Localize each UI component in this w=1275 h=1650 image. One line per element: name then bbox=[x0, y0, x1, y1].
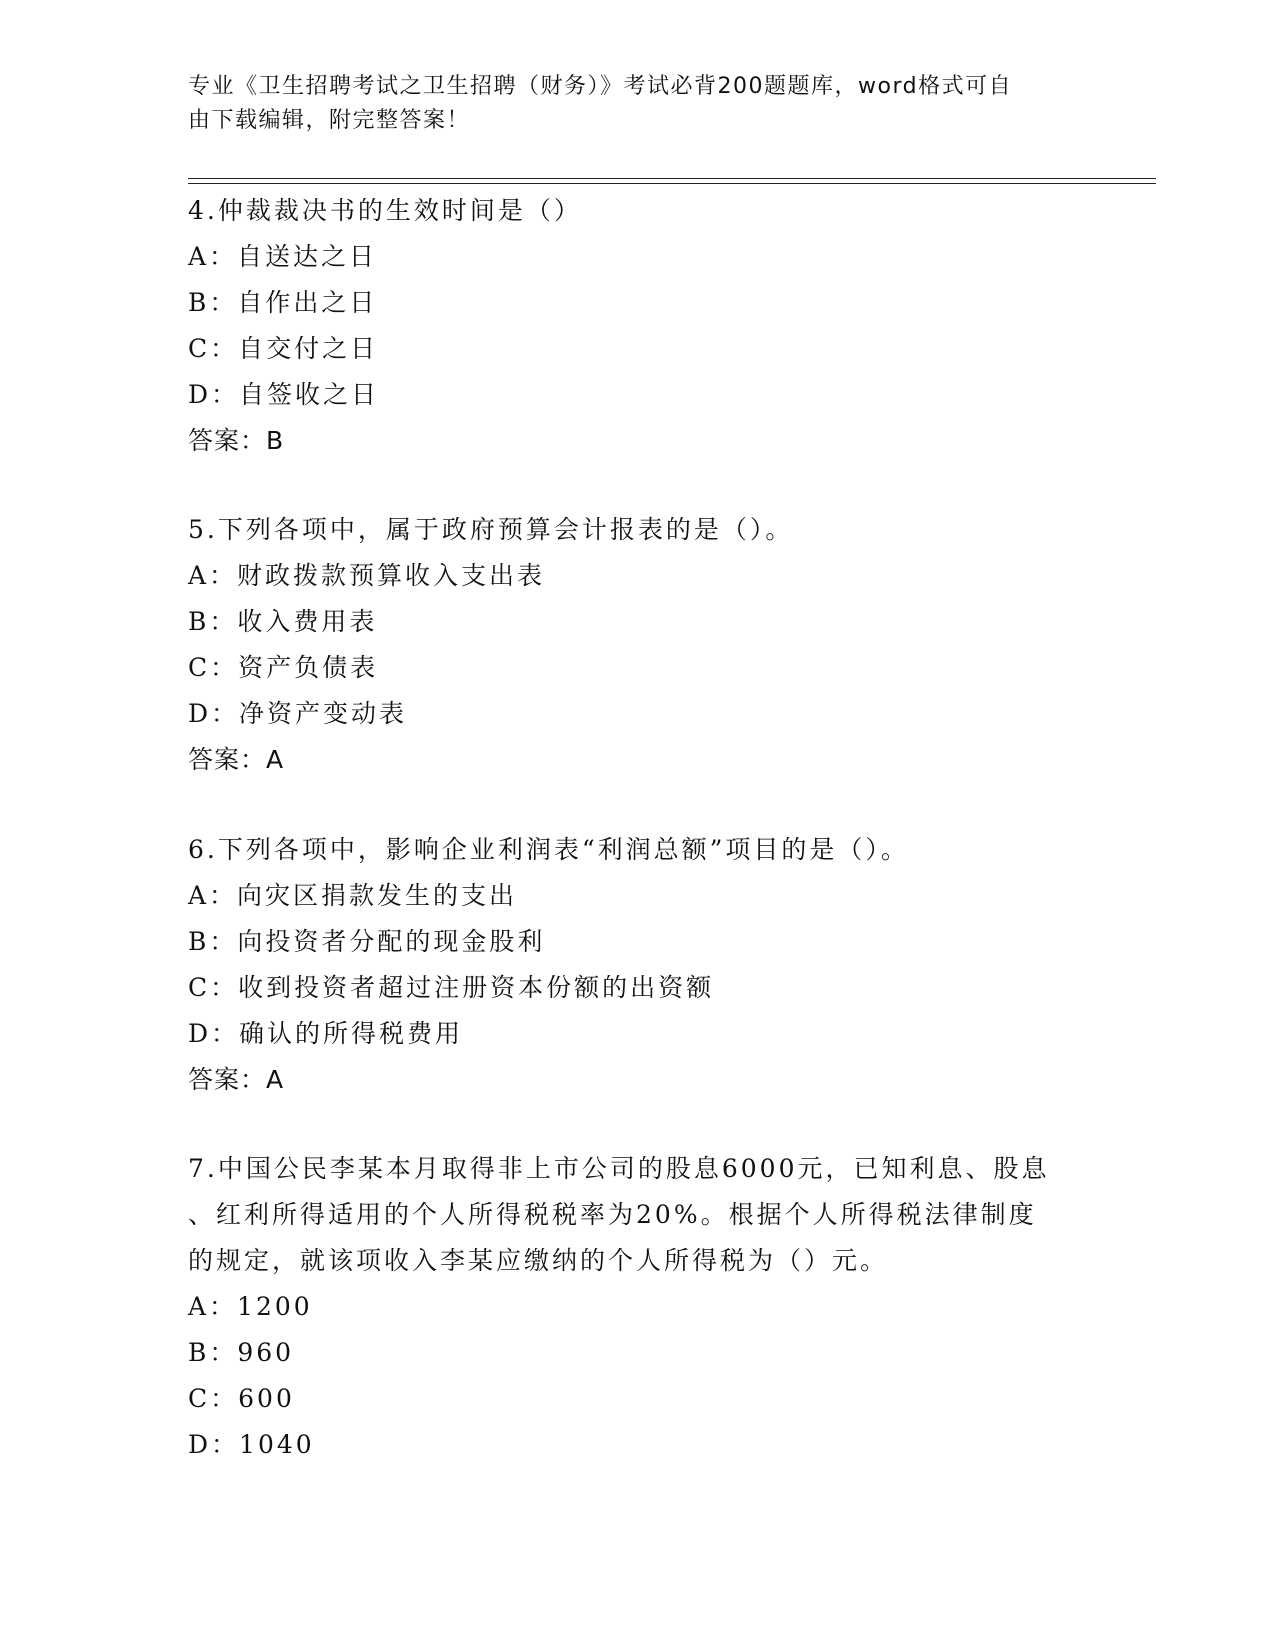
option-b: B：收入费用表 bbox=[188, 607, 378, 636]
question-5 bbox=[188, 507, 1088, 783]
option-c: C：资产负债表 bbox=[188, 653, 379, 682]
option-a: A：向灾区捐款发生的支出 bbox=[188, 881, 518, 910]
header-divider-bottom bbox=[188, 183, 1156, 184]
option-d: D：净资产变动表 bbox=[188, 699, 408, 728]
header-line-1: 专业《卫生招聘考试之卫生招聘（财务）》考试必背200题题库，word格式可自 bbox=[188, 74, 1013, 99]
option-a: A：1200 bbox=[188, 1292, 313, 1321]
question-stem-line-2: 、红利所得适用的个人所得税税率为20%。根据个人所得税法律制度 bbox=[188, 1200, 1037, 1229]
question-4 bbox=[188, 188, 1088, 464]
header-divider-top bbox=[188, 178, 1156, 179]
answer: 答案：A bbox=[188, 1065, 285, 1094]
header-line-2: 由下载编辑，附完整答案！ bbox=[188, 108, 471, 133]
question-stem-line-1: 7.中国公民李某本月取得非上市公司的股息6000元，已知利息、股息 bbox=[188, 1154, 1050, 1183]
question-stem: 4.仲裁裁决书的生效时间是（） bbox=[188, 196, 582, 225]
option-b: B：960 bbox=[188, 1338, 295, 1367]
option-a: A：自送达之日 bbox=[188, 242, 378, 271]
option-c: C：自交付之日 bbox=[188, 334, 379, 363]
answer: 答案：A bbox=[188, 745, 285, 774]
option-b: B：自作出之日 bbox=[188, 288, 378, 317]
option-a: A：财政拨款预算收入支出表 bbox=[188, 561, 546, 590]
question-stem: 5.下列各项中，属于政府预算会计报表的是（）。 bbox=[188, 515, 794, 544]
option-d: D：确认的所得税费用 bbox=[188, 1019, 464, 1048]
option-d: D：1040 bbox=[188, 1430, 315, 1459]
option-d: D：自签收之日 bbox=[188, 380, 380, 409]
option-c: C：收到投资者超过注册资本份额的出资额 bbox=[188, 973, 715, 1002]
option-c: C：600 bbox=[188, 1384, 295, 1413]
question-7 bbox=[188, 1146, 1088, 1468]
option-b: B：向投资者分配的现金股利 bbox=[188, 927, 546, 956]
question-stem-line-3: 的规定，就该项收入李某应缴纳的个人所得税为（）元。 bbox=[188, 1246, 889, 1275]
document-header bbox=[188, 70, 1068, 138]
question-stem: 6.下列各项中，影响企业利润表“利润总额”项目的是（）。 bbox=[188, 835, 909, 864]
question-6 bbox=[188, 827, 1088, 1103]
answer: 答案：B bbox=[188, 426, 285, 455]
